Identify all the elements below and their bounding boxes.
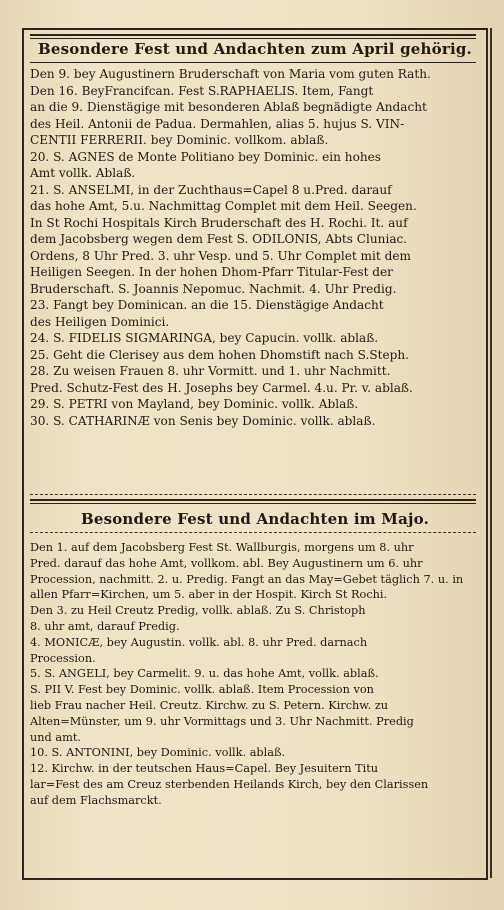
majo-text-line: und amt. bbox=[30, 730, 81, 744]
majo-text-line: Den 1. auf dem Jacobsberg Fest St. Wallburgis, morgens um 8. uhr bbox=[30, 541, 414, 554]
majo-text-line: Den 3. zu Heil Creutz Predig, vollk. ablaß. Zu S. Christoph bbox=[30, 604, 366, 618]
april-text-line: 30. S. CATHARINÆ von Senis bey Dominic. vollk. ablaß. bbox=[30, 413, 376, 428]
majo-text-line: Alten=Münster, um 9. uhr Vormittags und 3. Uhr Nachmitt. Predig bbox=[30, 714, 414, 728]
april-text-line: 20. S. AGNES de Monte Politiano bey Dominic. ein hohes bbox=[30, 149, 382, 164]
april-text-line: Ordens, 8 Uhr Pred. 3. uhr Vesp. und 5. Uhr Complet mit dem bbox=[30, 248, 411, 263]
april-text-line: des Heiligen Dominici. bbox=[30, 314, 170, 329]
majo-entries bbox=[30, 540, 480, 809]
april-entries bbox=[30, 66, 480, 429]
majo-text-line: lieb Frau nacher Heil. Creutz. Kirchw. zu S. Petern. Kirchw. zu bbox=[30, 698, 389, 712]
april-text-line: Pred. Schutz-Fest des H. Josephs bey Carmel. 4.u. Pr. v. ablaß. bbox=[30, 380, 413, 395]
top-rule bbox=[30, 34, 476, 39]
margin-rule bbox=[490, 28, 492, 878]
april-text-line: 23. Fangt bey Dominican. an die 15. Dienstägige Andacht bbox=[30, 298, 384, 312]
majo-text-line: 4. MONICÆ, bey Augustin. vollk. abl. 8. uhr Pred. darnach bbox=[30, 635, 368, 649]
april-text-line: dem Jacobsberg wegen dem Fest S. ODILONIS, Abts Cluniac. bbox=[30, 232, 408, 246]
majo-title-rule bbox=[30, 532, 476, 533]
april-text-line: Amt vollk. Ablaß. bbox=[30, 166, 136, 180]
april-text-line: Heiligen Seegen. In der hohen Dhom-Pfarr Titular-Fest der bbox=[30, 265, 393, 279]
april-text-line: das hohe Amt, 5.u. Nachmittag Complet mit dem Heil. Seegen. bbox=[30, 199, 417, 213]
april-text-line: 25. Geht die Clerisey aus dem hohen Dhomstift nach S.Steph. bbox=[30, 347, 410, 362]
majo-text-line: 8. uhr amt, darauf Predig. bbox=[30, 619, 180, 633]
april-text-line: In St Rochi Hospitals Kirch Bruderschaft des H. Rochi. It. auf bbox=[30, 215, 408, 230]
april-text-line: 24. S. FIDELIS SIGMARINGA, bey Capucin. vollk. ablaß. bbox=[30, 331, 379, 345]
majo-section-title: Besondere Fest und Andachten im Majo. bbox=[80, 510, 430, 528]
april-text-line: Den 16. BeyFrancifcan. Fest S.RAPHAELIS. Item, Fangt bbox=[30, 83, 374, 98]
majo-text-line: S. PII V. Fest bey Dominic. vollk. ablaß. Item Procession von bbox=[30, 683, 374, 697]
majo-text-line: Procession. bbox=[30, 651, 96, 665]
section-divider-dashed bbox=[30, 494, 476, 495]
majo-text-line: lar=Fest des am Creuz sterbenden Heilands Kirch, bey den Clarissen bbox=[30, 777, 429, 791]
section-divider-double bbox=[30, 499, 476, 504]
majo-text-line: 12. Kirchw. in der teutschen Haus=Capel. Bey Jesuitern Titu bbox=[30, 762, 379, 776]
april-text-line: Den 9. bey Augustinern Bruderschaft von Maria vom guten Rath. bbox=[30, 67, 431, 81]
april-text-line: Bruderschaft. S. Joannis Nepomuc. Nachmit. 4. Uhr Predig. bbox=[30, 281, 397, 296]
april-text-line: 21. S. ANSELMI, in der Zuchthaus=Capel 8 u.Pred. darauf bbox=[30, 182, 392, 197]
april-text-line: 29. S. PETRI von Mayland, bey Dominic. vollk. Ablaß. bbox=[30, 397, 359, 411]
april-text-line: des Heil. Antonii de Padua. Dermahlen, alias 5. hujus S. VIN- bbox=[30, 116, 405, 131]
april-text-line: CENTII FERRERII. bey Dominic. vollkom. ablaß. bbox=[30, 133, 329, 147]
april-text-line: 28. Zu weisen Frauen 8. uhr Vormitt. und 1. uhr Nachmitt. bbox=[30, 364, 391, 378]
majo-text-line: Pred. darauf das hohe Amt, vollkom. abl. Bey Augustinern um 6. uhr bbox=[30, 556, 423, 570]
majo-text-line: auf dem Flachsmarckt. bbox=[30, 793, 162, 807]
april-section-title: Besondere Fest und Andachten zum April gehörig. bbox=[38, 40, 472, 58]
april-title-rule bbox=[30, 62, 476, 63]
majo-text-line: 5. S. ANGELI, bey Carmelit. 9. u. das hohe Amt, vollk. ablaß. bbox=[30, 667, 379, 681]
april-text-line: an die 9. Dienstägige mit besonderen Ablaß begnädigte Andacht bbox=[30, 100, 427, 114]
majo-text-line: 10. S. ANTONINI, bey Dominic. vollk. ablaß. bbox=[30, 746, 286, 760]
majo-text-line: Procession, nachmitt. 2. u. Predig. Fangt an das May=Gebet täglich 7. u. in bbox=[30, 572, 464, 586]
majo-text-line: allen Pfarr=Kirchen, um 5. aber in der Hospit. Kirch St Rochi. bbox=[30, 588, 388, 602]
